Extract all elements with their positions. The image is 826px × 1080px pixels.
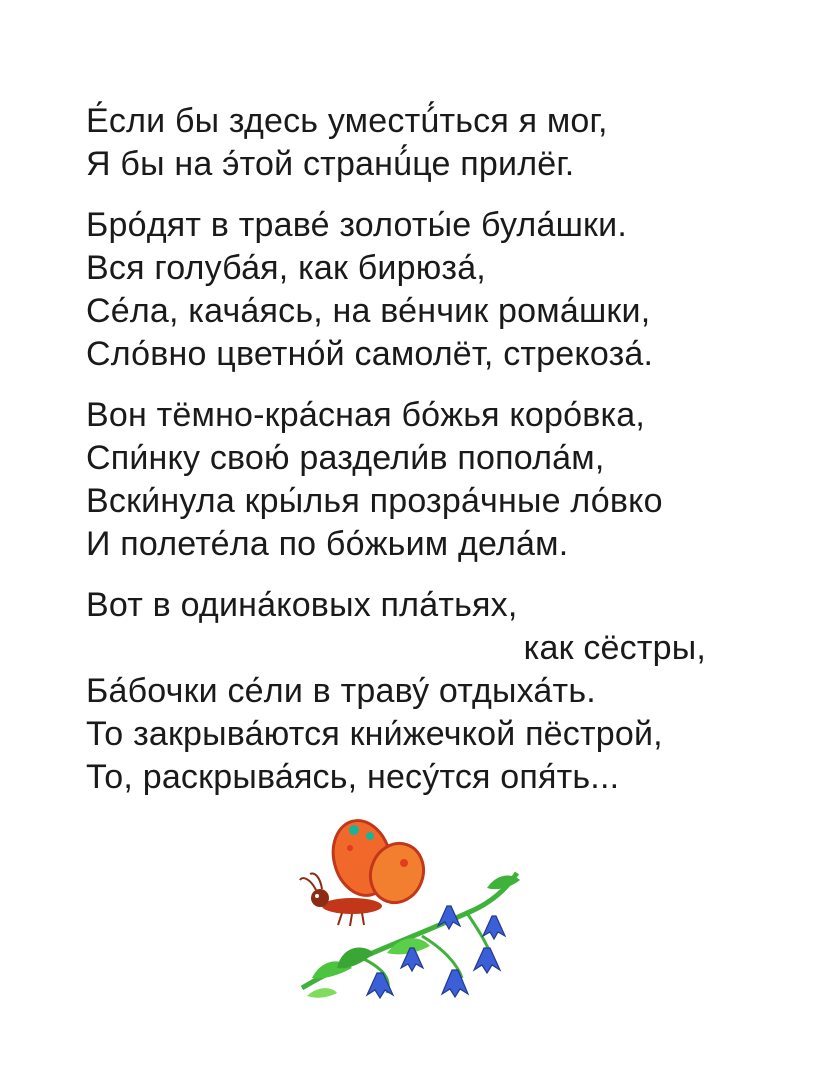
poem-line: Спи́нку свою́ раздели́в попола́м, [86, 439, 605, 477]
poem-line: Е́сли бы здесь уместú́ться я мог, [86, 102, 608, 140]
butterfly-illustration [292, 818, 532, 1003]
poem-line: Сло́вно цветно́й самолёт, стрекоза́. [86, 335, 654, 373]
stanza-3 [86, 394, 706, 566]
poem-text [86, 100, 706, 817]
poem-line: Ба́бочки се́ли в траву́ отдыха́ть. [86, 672, 596, 710]
poem-line: И полете́ла по бо́жьим дела́м. [86, 525, 569, 563]
poem-line: Вон тёмно-кра́сная бо́жья коро́вка, [86, 396, 646, 434]
butterfly-on-bluebells-icon [292, 818, 532, 1003]
poem-line: Вот в одина́ковых пла́тьях, [86, 586, 518, 624]
stanza-1 [86, 100, 706, 186]
poem-line: То, раскрыва́ясь, несу́тся опя́ть... [86, 758, 620, 796]
poem-line: Вски́нула кры́лья прозра́чные ло́вко [86, 482, 663, 520]
poem-line: как сёстры, [523, 629, 706, 667]
poem-line: То закрыва́ются кни́жечкой пёстрой, [86, 715, 663, 753]
stanza-2 [86, 204, 706, 376]
poem-line: Бро́дят в траве́ золоты́е була́шки. [86, 206, 627, 244]
poem-line: Я бы на э́той странú́це прилёг. [86, 145, 575, 183]
poem-line: Вся голуба́я, как бирюза́, [86, 249, 486, 287]
poem-line: Се́ла, кача́ясь, на ве́нчик рома́шки, [86, 292, 651, 330]
stanza-4 [86, 584, 706, 799]
